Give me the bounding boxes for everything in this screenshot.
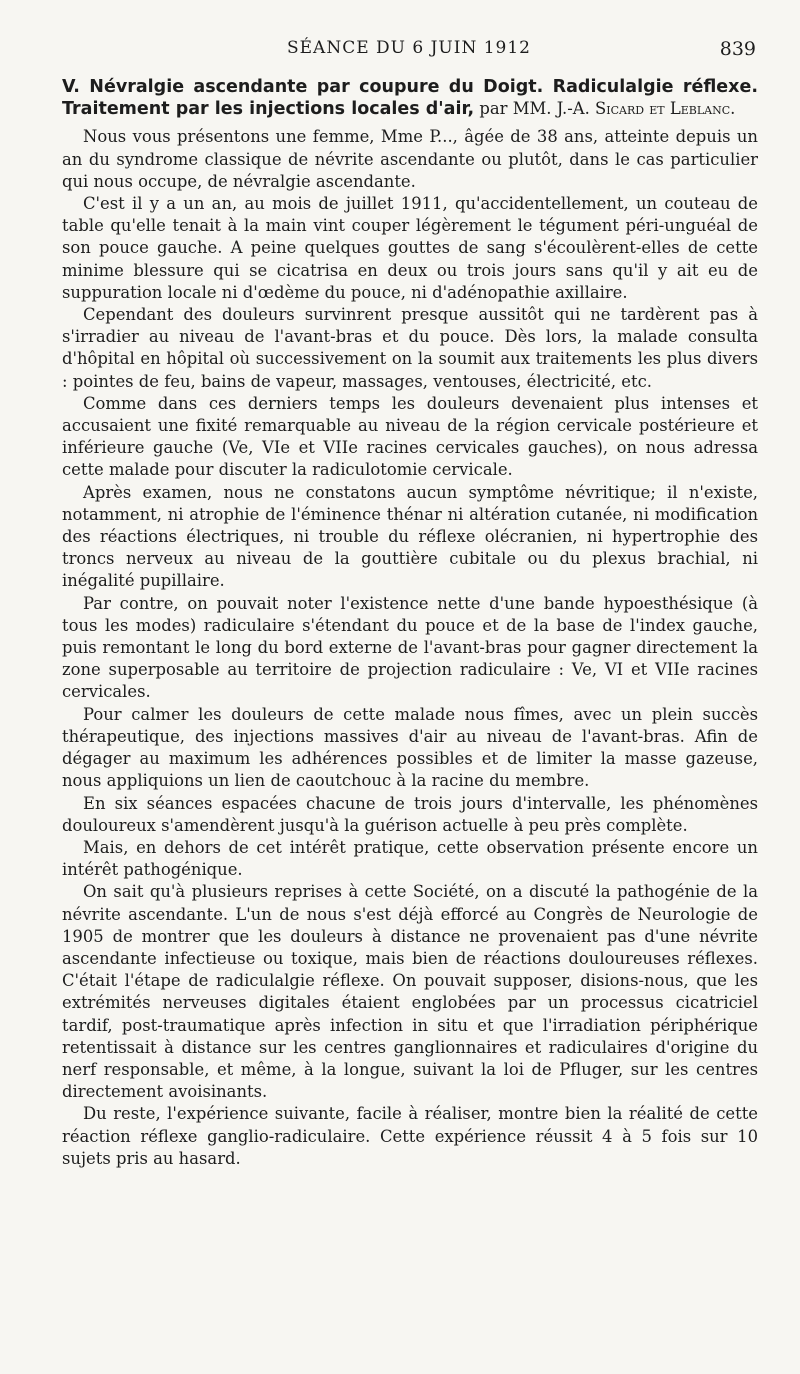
title-text: V. Névralgie ascendante par coupure du Doigt. Radiculalgie réflexe. Traitement par les injections locales d'air, xyxy=(62,77,758,120)
paragraph-8: En six séances espacées chacune de trois jours d'intervalle, les phénomènes douloureux s'amendèrent jusqu'à la guérison actuelle à peu près complète. xyxy=(62,793,758,835)
paragraph-4: Comme dans ces derniers temps les douleurs devenaient plus intenses et accusaient une fixité remarquable au niveau de la région cervicale postérieure et inférieure gauche (Ve, VIe et VIIe racines cervicales gauches), on nous adressa cette malade pour discuter la radiculotomie cervicale. xyxy=(62,393,758,480)
paragraph-5: Après examen, nous ne constatons aucun symptôme névritique; il n'existe, notamment, ni atrophie de l'éminence thénar ni altération cutanée, ni modification des réactions électriques, ni trouble du réflexe olécranien, ni hypertrophie des troncs nerveux au niveau de la gouttière cubitale ou du plexus brachial, ni inégalité pupillaire. xyxy=(62,482,758,591)
article-body xyxy=(62,76,758,1170)
paragraph-10: On sait qu'à plusieurs reprises à cette Société, on a discuté la pathogénie de la névrite ascendante. L'un de nous s'est déjà efforcé au Congrès de Neurologie de 1905 de montrer que les douleurs à distance ne provenaient pas d'une névrite ascendante infectieuse ou toxique, mais bien de réactions douloureuses réflexes. C'était l'étape de radiculalgie réflexe. On pouvait supposer, disions-nous, que les extrémités nerveuses digitales étaient englobées par un processus cicatriciel tardif, post-traumatique après infection in situ et que l'irradiation périphérique retentissait à distance sur les centres ganglionnaires et radiculaires d'origine du nerf responsable, et même, à la longue, suivant la loi de Pfluger, sur les centres directement avoisinants. xyxy=(62,882,758,1102)
page-header xyxy=(62,38,756,66)
paragraph-11: Du reste, l'expérience suivante, facile à réaliser, montre bien la réalité de cette réaction réflexe ganglio-radiculaire. Cette expérience réussit 4 à 5 fois sur 10 sujets pris au hasard. xyxy=(62,1104,758,1168)
title-by: par MM. xyxy=(479,99,552,119)
paragraph-9: Mais, en dehors de cet intérêt pratique, cette observation présente encore un intérêt pathogénique. xyxy=(62,837,758,880)
paragraph-3: Cependant des douleurs survinrent presque aussitôt qui ne tardèrent pas à s'irradier au niveau de l'avant-bras et du pouce. Dès lors, la malade consulta d'hôpital en hôpital où successivement on la soumit aux traitements les plus divers : pointes de feu, bains de vapeur, massages, ventouses, électricité, etc. xyxy=(62,305,758,391)
page-number: 839 xyxy=(719,38,756,60)
paragraph-2: C'est il y a un an, au mois de juillet 1911, qu'accidentellement, un couteau de table qu'elle tenait à la main vint couper légèrement le tégument péri-unguéal de son pouce gauche. A peine quelques gouttes de sang s'écoulèrent-elles de cette minime blessure qui se cicatrisa en deux ou trois jours sans qu'il y ait eu de suppuration locale ni d'œdème du pouce, ni d'adénopathie axillaire. xyxy=(62,194,758,302)
running-head: SÉANCE DU 6 JUIN 1912 xyxy=(286,38,531,58)
paragraph-6: Par contre, on pouvait noter l'existence nette d'une bande hypoesthésique (à tous les modes) radiculaire s'étendant du pouce et de la base de l'index gauche, puis remontant le long du bord externe de l'avant-bras pour gagner directement la zone superposable au territoire de projection radiculaire : Ve, VI et VIIe racines cervicales. xyxy=(62,593,758,702)
article-title xyxy=(62,76,758,120)
title-authors: J.-A. Sicard et Leblanc. xyxy=(556,99,736,119)
paragraph-1: Nous vous présentons une femme, Mme P..., âgée de 38 ans, atteinte depuis un an du syndrome classique de névrite ascendante ou plutôt, dans le cas particulier qui nous occupe, de névralgie ascendante. xyxy=(62,127,758,191)
paragraph-7: Pour calmer les douleurs de cette malade nous fîmes, avec un plein succès thérapeutique, des injections massives d'air au niveau de l'avant-bras. Afin de dégager au maximum les adhérences possibles et de limiter la masse gazeuse, nous appliquions un lien de caoutchouc à la racine du membre. xyxy=(62,704,758,791)
